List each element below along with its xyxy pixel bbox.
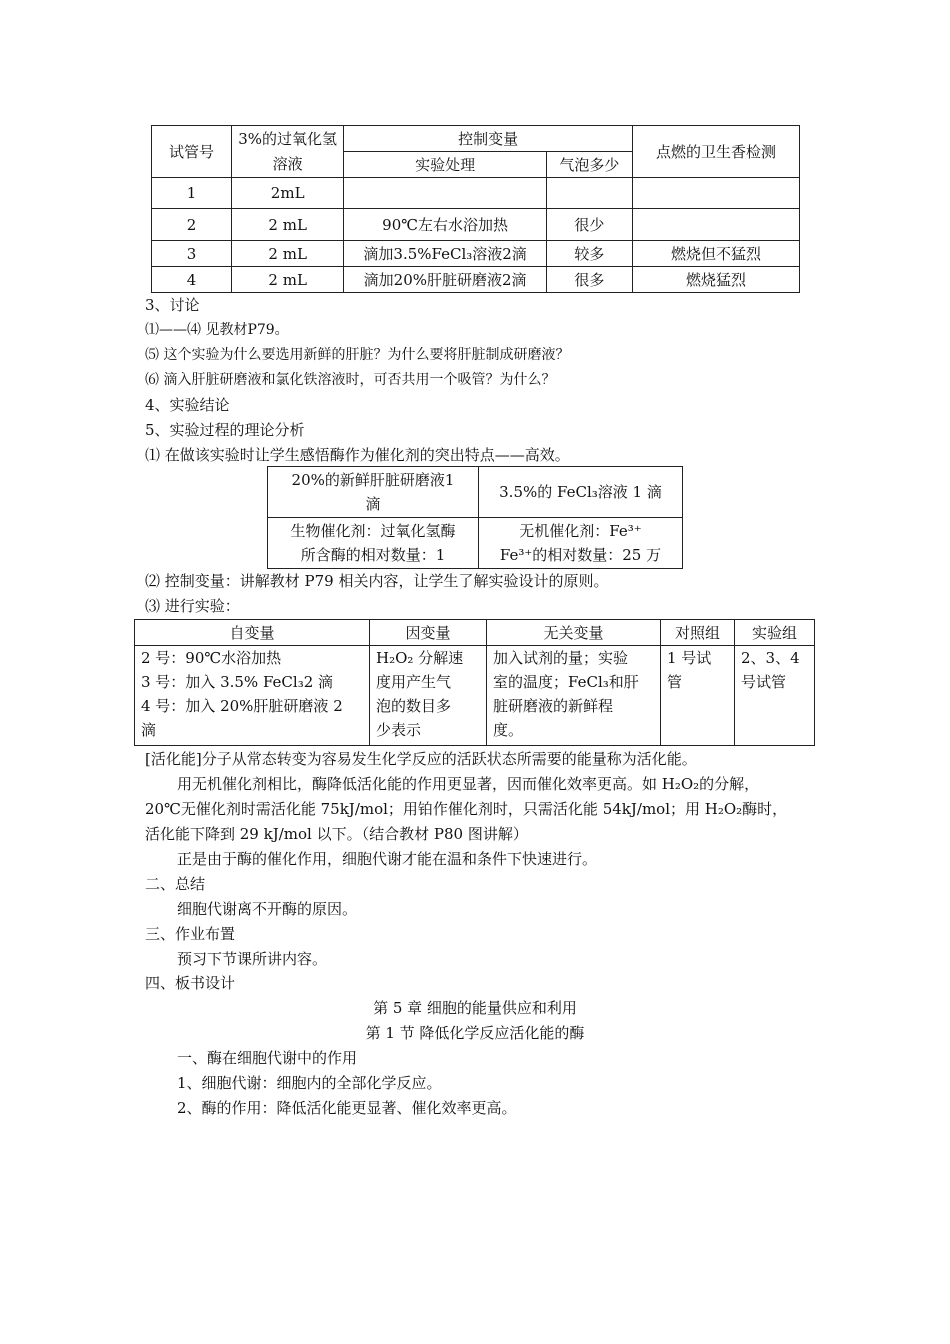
header-treatment: 实验处理	[344, 152, 547, 178]
cell-treatment: 90℃左右水浴加热	[344, 209, 547, 241]
cell-volume: 2mL	[231, 178, 343, 209]
header-bubbles: 气泡多少	[546, 152, 632, 178]
cell-text: 3 号：加入 3.5% FeCl₃2 滴	[141, 673, 334, 691]
cell-text: 泡的数目多	[376, 697, 452, 715]
cell-text: 滴	[365, 495, 381, 513]
cell-tube: 2	[152, 209, 232, 241]
cell-text: 室的温度；FeCl₃和肝	[493, 673, 639, 691]
heading-homework: 三、作业布置	[145, 925, 236, 943]
header-tube-no: 试管号	[152, 126, 232, 178]
header-incense-test: 点燃的卫生香检测	[632, 126, 799, 178]
cell-independent	[135, 646, 370, 746]
header-experiment-group: 实验组	[735, 620, 815, 646]
body-text: 正是由于酶的催化作用，细胞代谢才能在温和条件下快速进行。	[177, 850, 598, 868]
cell-dependent	[370, 646, 487, 746]
cell-control-group	[661, 646, 735, 746]
cell-text: 滴	[141, 721, 157, 739]
cell-experiment-group	[735, 646, 815, 746]
table-row	[152, 267, 800, 293]
analysis-item: ⑴ 在做该实验时让学生感悟酶作为催化剂的突出特点——高效。	[145, 446, 570, 464]
cell-bubbles: 很少	[546, 209, 632, 241]
cell-text: 无机催化剂：Fe³⁺	[519, 522, 642, 540]
cell-fecl3: 3.5%的 FeCl₃溶液 1 滴	[479, 467, 683, 518]
cell-volume: 2 mL	[231, 209, 343, 241]
cell-text: H₂O₂ 分解速	[376, 649, 464, 667]
cell-text: 管	[667, 673, 683, 691]
cell-text: 度。	[493, 721, 524, 739]
cell-volume: 2 mL	[231, 241, 343, 267]
table-row	[152, 178, 800, 209]
analysis-item: ⑵ 控制变量：讲解教材 P79 相关内容，让学生了解实验设计的原则。	[145, 572, 609, 590]
cell-liver	[268, 467, 479, 518]
discussion-item: ⑹ 滴入肝脏研磨液和氯化铁溶液时，可否共用一个吸管？为什么？	[145, 372, 556, 388]
cell-bubbles: 很多	[546, 267, 632, 293]
cell-bio-catalyst	[268, 518, 479, 569]
board-item: 一、酶在细胞代谢中的作用	[177, 1049, 358, 1067]
cell-text: 度用产生气	[376, 673, 452, 691]
cell-tube: 1	[152, 178, 232, 209]
heading-analysis: 5、实验过程的理论分析	[145, 421, 305, 439]
experiment-table	[151, 125, 800, 293]
chapter-title: 第 5 章 细胞的能量供应和利用	[373, 999, 577, 1017]
comparison-table	[267, 466, 683, 569]
cell-treatment: 滴加20%肝脏研磨液2滴	[344, 267, 547, 293]
cell-tube: 3	[152, 241, 232, 267]
header-control-variable: 控制变量	[344, 126, 633, 152]
discussion-item: ⑸ 这个实验为什么要选用新鲜的肝脏？为什么要将肝脏制成研磨液？	[145, 347, 570, 363]
activation-energy-definition: [活化能]分子从常态转变为容易发生化学反应的活跃状态所需要的能量称为活化能。	[145, 750, 697, 768]
cell-bubbles: 较多	[546, 241, 632, 267]
cell-text: 所含酶的相对数量：1	[300, 546, 446, 564]
board-item: 1、细胞代谢：细胞内的全部化学反应。	[177, 1074, 442, 1092]
heading-conclusion: 4、实验结论	[145, 396, 230, 414]
cell-text: 2 号：90℃水浴加热	[141, 649, 282, 667]
cell-text: 20%的新鲜肝脏研磨液1	[291, 471, 455, 489]
heading-discussion: 3、讨论	[145, 296, 200, 314]
header-h2o2: 3%的过氧化氢溶液	[231, 126, 343, 178]
table-row	[152, 241, 800, 267]
cell-text: 加入试剂的量；实验	[493, 649, 629, 667]
cell-tube: 4	[152, 267, 232, 293]
cell-volume: 2 mL	[231, 267, 343, 293]
variables-table	[134, 619, 815, 746]
body-text: 活化能下降到 29 kJ/mol 以下。（结合教材 P80 图讲解）	[145, 825, 528, 843]
header-control-group: 对照组	[661, 620, 735, 646]
cell-text: Fe³⁺的相对数量：25 万	[499, 546, 662, 564]
cell-bubbles	[546, 178, 632, 209]
header-independent: 自变量	[135, 620, 370, 646]
body-text: 细胞代谢离不开酶的原因。	[177, 900, 358, 918]
cell-incense: 燃烧猛烈	[632, 267, 799, 293]
cell-text: 2、3、4	[741, 649, 800, 667]
cell-treatment	[344, 178, 547, 209]
cell-incense	[632, 178, 799, 209]
body-text: 预习下节课所讲内容。	[177, 950, 328, 968]
cell-irrelevant	[487, 646, 661, 746]
cell-text: 1 号试	[667, 649, 712, 667]
cell-text: 少表示	[376, 721, 422, 739]
body-text: 20℃无催化剂时需活化能 75kJ/mol；用铂作催化剂时，只需活化能 54kJ/mol；用 H₂O₂酶时，	[145, 800, 788, 818]
heading-board-design: 四、板书设计	[145, 974, 236, 992]
body-text: 用无机催化剂相比，酶降低活化能的作用更显著，因而催化效率更高。如 H₂O₂的分解，	[177, 775, 760, 793]
analysis-item: ⑶ 进行实验：	[145, 597, 240, 615]
cell-incense	[632, 209, 799, 241]
header-irrelevant: 无关变量	[487, 620, 661, 646]
cell-text: 号试管	[741, 673, 787, 691]
heading-summary: 二、总结	[145, 875, 206, 893]
table-row	[152, 209, 800, 241]
section-title: 第 1 节 降低化学反应活化能的酶	[365, 1024, 585, 1042]
board-item: 2、酶的作用：降低活化能更显著、催化效率更高。	[177, 1099, 517, 1117]
cell-text: 生物催化剂：过氧化氢酶	[290, 522, 456, 540]
cell-incense: 燃烧但不猛烈	[632, 241, 799, 267]
cell-text: 4 号：加入 20%肝脏研磨液 2	[141, 697, 343, 715]
header-dependent: 因变量	[370, 620, 487, 646]
cell-inorganic-catalyst	[479, 518, 683, 569]
cell-text: 脏研磨液的新鲜程	[493, 697, 614, 715]
discussion-item: ⑴——⑷ 见教材P79。	[145, 322, 289, 338]
cell-treatment: 滴加3.5%FeCl₃溶液2滴	[344, 241, 547, 267]
